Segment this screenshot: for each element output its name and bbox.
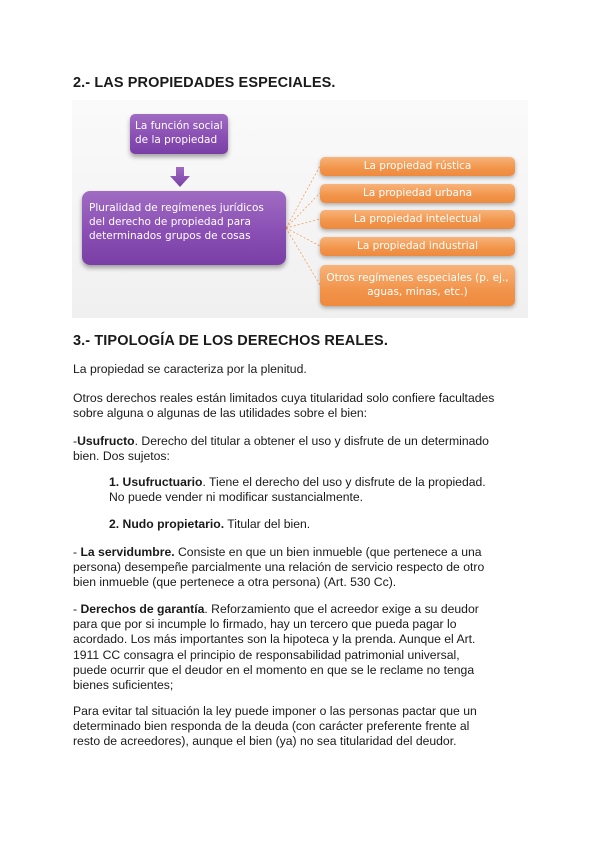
servidumbre-dash: - bbox=[73, 545, 81, 559]
section-3-heading: 3.- TIPOLOGÍA DE LOS DERECHOS REALES. bbox=[73, 333, 388, 349]
plurality-line3: determinados grupos de cosas bbox=[89, 230, 251, 242]
servidumbre-line2: persona) desempeñe parcialmente una relación de servicio respecto de otro bbox=[73, 560, 485, 575]
garantia-line3: acordado. Los más importantes son la hipoteca y la prenda. Aunque el Art. bbox=[73, 632, 476, 647]
usufructuario-term: 1. Usufructuario bbox=[109, 475, 203, 489]
usufructo-term: Usufructo bbox=[77, 434, 135, 448]
final-line2: determinado bien responda de la deuda (con carácter preferente frente al bbox=[73, 719, 470, 734]
servidumbre-line1: Consiste en que un bien inmueble (que pertenece a una bbox=[174, 545, 482, 559]
paragraph-final bbox=[73, 704, 477, 750]
garantia-term: Derechos de garantía bbox=[80, 602, 205, 616]
paragraph-plenitud: La propiedad se caracteriza por la plenitud. bbox=[73, 362, 307, 376]
branch-industrial: La propiedad industrial bbox=[320, 237, 515, 256]
limited-rights-line2: sobre alguna o algunas de las utilidades sobre el bien: bbox=[73, 406, 368, 421]
usufructo-dash: - bbox=[73, 434, 78, 448]
nudo-propietario-term: 2. Nudo propietario. bbox=[109, 517, 225, 531]
garantia-line1: . Reforzamiento que el acreedor exige a su deudor bbox=[204, 602, 479, 616]
branch-otros-line1: Otros regímenes especiales (p. ej., bbox=[326, 272, 509, 284]
paragraph-usufructo bbox=[73, 434, 489, 464]
usufructo-line2: bien. Dos sujetos: bbox=[73, 449, 170, 464]
paragraph-garantia bbox=[73, 602, 479, 693]
social-function-line1: La función social bbox=[135, 120, 223, 132]
section-2-heading: 2.- LAS PROPIEDADES ESPECIALES. bbox=[73, 75, 336, 91]
paragraph-limited-rights bbox=[73, 391, 494, 421]
paragraph-servidumbre bbox=[73, 545, 484, 591]
final-line1: Para evitar tal situación la ley puede imponer o las personas pactar que un bbox=[73, 704, 477, 718]
branch-otros bbox=[320, 265, 515, 306]
social-function-line2: de la propiedad bbox=[135, 134, 218, 146]
item-usufructuario bbox=[109, 475, 486, 505]
nudo-propietario-text: Titular del bien. bbox=[224, 517, 311, 531]
down-arrow-icon bbox=[170, 167, 190, 187]
garantia-line2: para que por si incumple lo firmado, hay un tercero que pueda pagar lo bbox=[73, 617, 457, 632]
usufructuario-line2: No puede vender ni modificar sustancialmente. bbox=[109, 490, 364, 505]
property-diagram bbox=[72, 100, 528, 318]
branch-rustica: La propiedad rústica bbox=[320, 157, 515, 176]
plurality-line1: Pluralidad de regímenes jurídicos bbox=[89, 202, 264, 214]
garantia-line6: bienes suficientes; bbox=[73, 678, 174, 693]
final-line3: resto de acreedores), aunque el bien (ya) no sea titularidad del deudor. bbox=[73, 734, 457, 749]
plurality-regimes-box bbox=[82, 191, 286, 265]
item-nudo-propietario bbox=[109, 517, 310, 532]
branch-otros-line2: aguas, minas, etc.) bbox=[367, 286, 468, 298]
garantia-line4: 1911 CC consagra el principio de responsabilidad patrimonial universal, bbox=[73, 647, 460, 662]
social-function-box bbox=[130, 114, 228, 154]
branch-intelectual: La propiedad intelectual bbox=[320, 210, 515, 229]
servidumbre-term: La servidumbre. bbox=[80, 545, 175, 559]
plurality-line2: del derecho de propiedad para bbox=[89, 216, 251, 228]
limited-rights-line1: Otros derechos reales están limitados cuya titularidad solo confiere facultades bbox=[73, 391, 495, 405]
usufructuario-line1: . Tiene el derecho del uso y disfrute de la propiedad. bbox=[202, 475, 486, 489]
branch-urbana: La propiedad urbana bbox=[320, 184, 515, 203]
usufructo-line1: . Derecho del titular a obtener el uso y disfrute de un determinado bbox=[134, 434, 489, 448]
garantia-dash: - bbox=[73, 602, 81, 616]
servidumbre-line3: bien inmueble (que pertenece a otra persona) (Art. 530 Cc). bbox=[73, 575, 397, 590]
garantia-line5: puede ocurrir que el deudor en el momento en que se le reclame no tenga bbox=[73, 662, 475, 677]
